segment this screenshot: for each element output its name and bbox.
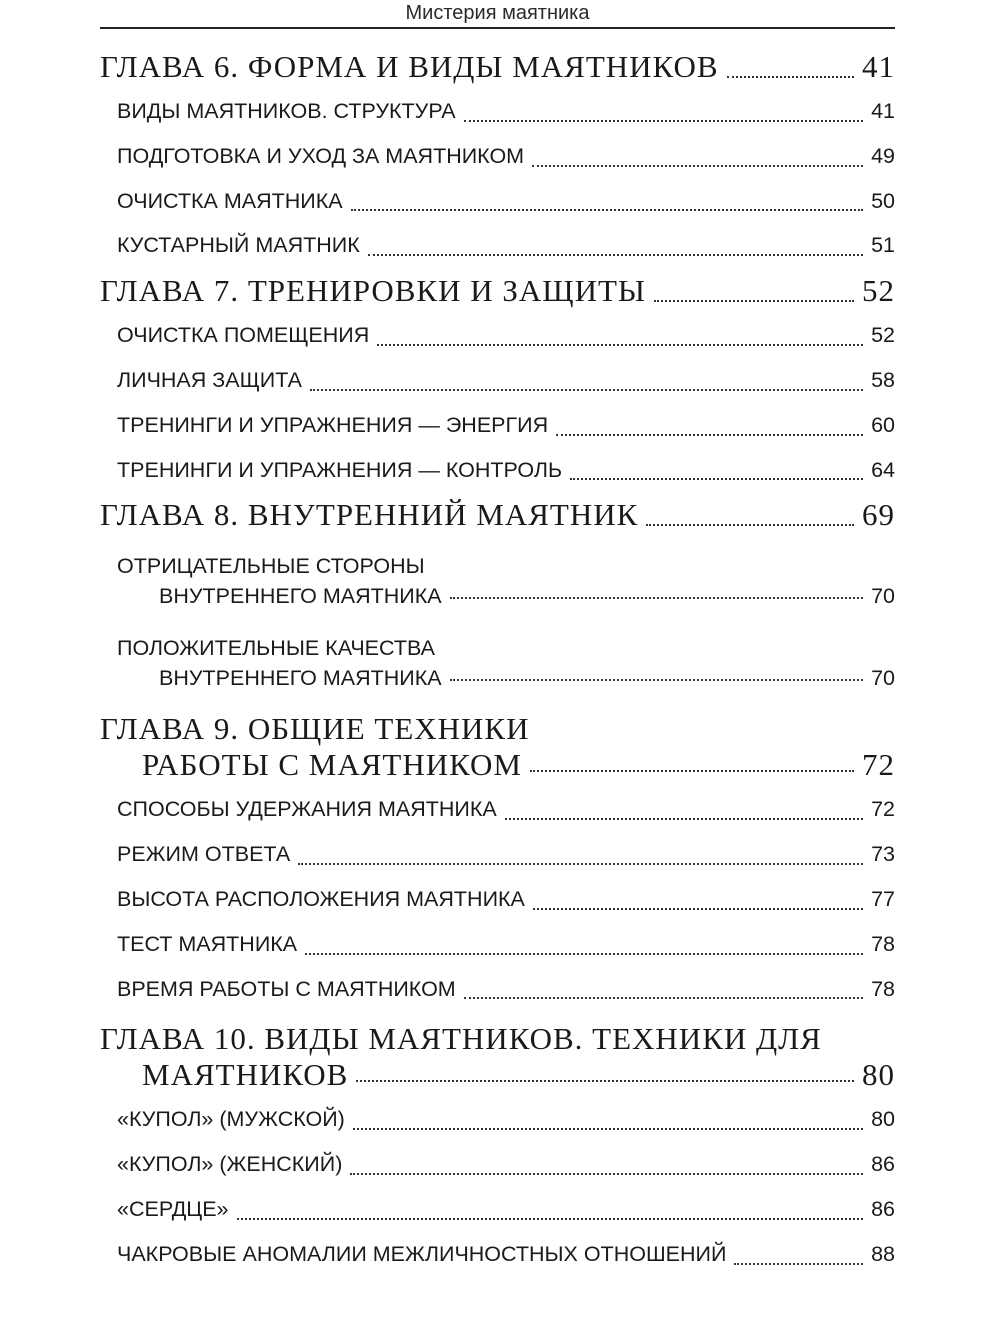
section-entry[interactable]: [100, 1187, 895, 1232]
section-entry[interactable]: [100, 403, 895, 448]
section-title: ОЧИСТКА МАЯТНИКА: [117, 188, 343, 213]
section-row: [117, 313, 895, 358]
dot-leader: [237, 1218, 864, 1220]
dot-leader: [727, 76, 854, 78]
page-number: 60: [871, 412, 895, 437]
section-row: [117, 1187, 895, 1232]
section-entry[interactable]: [100, 787, 895, 832]
section-title: ВРЕМЯ РАБОТЫ С МАЯТНИКОМ: [117, 976, 456, 1001]
dot-leader: [505, 818, 863, 820]
dot-leader: [464, 997, 863, 999]
section-row: [117, 787, 895, 832]
page-number: 41: [871, 99, 895, 123]
page-number: 70: [871, 584, 895, 609]
section-title: ПОДГОТОВКА И УХОД ЗА МАЯТНИКОМ: [117, 143, 525, 168]
section-title: «СЕРДЦЕ»: [117, 1196, 229, 1221]
page-number: 50: [871, 188, 895, 213]
page-number: 52: [862, 273, 895, 309]
dot-leader: [654, 300, 854, 302]
page-number: 72: [862, 747, 895, 783]
section-entry[interactable]: [100, 1232, 895, 1277]
section-entry[interactable]: [100, 179, 895, 224]
dot-leader: [570, 478, 863, 480]
section-entry[interactable]: [100, 448, 895, 493]
chapter-entry[interactable]: [100, 1011, 895, 1097]
section-title: ТРЕНИНГИ И УПРАЖНЕНИЯ — КОНТРОЛЬ: [117, 457, 563, 482]
section-title: ВИДЫ МАЯТНИКОВ. СТРУКТУРА: [117, 99, 456, 123]
section-row: [117, 134, 895, 179]
chapter-title: ГЛАВА 8. ВНУТРЕННИЙ МАЯТНИК: [100, 497, 639, 533]
section-row: [117, 1097, 895, 1142]
section-entry[interactable]: [100, 877, 895, 922]
section-title: ТЕСТ МАЯТНИКА: [117, 931, 298, 956]
section-title-line: ОТРИЦАТЕЛЬНЫЕ СТОРОНЫ: [117, 554, 425, 579]
page-number: 86: [871, 1196, 895, 1221]
page-number: 69: [862, 497, 895, 533]
section-row: [117, 922, 895, 967]
page-number: 78: [871, 931, 895, 956]
dot-leader: [646, 524, 854, 526]
chapter-title-line: ГЛАВА 9. ОБЩИЕ ТЕХНИКИ: [100, 711, 530, 747]
section-entry[interactable]: [100, 358, 895, 403]
section-title: «КУПОЛ» (ЖЕНСКИЙ): [117, 1152, 343, 1177]
running-head-title: Мистерия маятника: [405, 2, 590, 24]
section-row: [117, 877, 895, 922]
section-title: КУСТАРНЫЙ МАЯТНИК: [117, 233, 360, 258]
page-number: 88: [871, 1241, 895, 1266]
dot-leader: [533, 908, 863, 910]
dot-leader: [353, 1128, 863, 1130]
chapter-entry[interactable]: [100, 492, 895, 537]
dot-leader: [356, 1080, 854, 1082]
page-number: 64: [871, 457, 895, 482]
dot-leader: [351, 209, 864, 211]
page-number: 70: [871, 666, 895, 691]
section-entry[interactable]: [100, 832, 895, 877]
page-number: 78: [871, 976, 895, 1001]
header-rule: [100, 27, 895, 29]
dot-leader: [305, 953, 863, 955]
section-title: «КУПОЛ» (МУЖСКОЙ): [117, 1107, 345, 1132]
page-number: 73: [871, 842, 895, 867]
dot-leader: [450, 679, 863, 681]
chapter-row: [100, 492, 895, 537]
dot-leader: [556, 434, 863, 436]
page-number: 51: [871, 233, 895, 258]
section-row: [117, 358, 895, 403]
dot-leader: [350, 1173, 863, 1175]
chapter-title: ГЛАВА 6. ФОРМА И ВИДЫ МАЯТНИКОВ: [100, 49, 719, 84]
section-title: ВНУТРЕННЕГО МАЯТНИКА: [159, 666, 442, 691]
dot-leader: [464, 120, 864, 122]
table-of-contents: [100, 44, 895, 1277]
section-title: ЧАКРОВЫЕ АНОМАЛИИ МЕЖЛИЧНОСТНЫХ ОТНОШЕНИЙ: [117, 1241, 727, 1266]
section-row: [117, 448, 895, 493]
section-title: ВЫСОТА РАСПОЛОЖЕНИЯ МАЯТНИКА: [117, 886, 525, 911]
section-entry[interactable]: [100, 313, 895, 358]
section-row: [117, 832, 895, 877]
dot-leader: [368, 254, 863, 256]
dot-leader: [450, 597, 863, 599]
section-title: ОЧИСТКА ПОМЕЩЕНИЯ: [117, 323, 370, 348]
section-title: ВНУТРЕННЕГО МАЯТНИКА: [159, 584, 442, 609]
section-row: [117, 663, 895, 701]
chapter-title: ГЛАВА 7. ТРЕНИРОВКИ И ЗАЩИТЫ: [100, 273, 646, 309]
chapter-row: [100, 44, 895, 89]
section-title: ЛИЧНАЯ ЗАЩИТА: [117, 367, 302, 392]
chapter-entry[interactable]: [100, 44, 895, 89]
dot-leader: [734, 1263, 863, 1265]
section-entry[interactable]: [100, 967, 895, 1012]
chapter-row: [100, 1057, 895, 1097]
page-number: 58: [871, 367, 895, 392]
section-title-line: ПОЛОЖИТЕЛЬНЫЕ КАЧЕСТВА: [117, 636, 435, 661]
section-entry[interactable]: [100, 134, 895, 179]
section-row: [117, 1232, 895, 1277]
section-entry[interactable]: [100, 922, 895, 967]
page-number: 49: [871, 143, 895, 168]
chapter-row: [100, 747, 895, 787]
page-number: 80: [862, 1057, 895, 1093]
dot-leader: [310, 389, 863, 391]
section-entry[interactable]: [100, 223, 895, 268]
page-number: 72: [871, 797, 895, 822]
section-title: СПОСОБЫ УДЕРЖАНИЯ МАЯТНИКА: [117, 797, 497, 822]
section-title: ТРЕНИНГИ И УПРАЖНЕНИЯ — ЭНЕРГИЯ: [117, 412, 549, 437]
section-row: [117, 223, 895, 268]
section-entry[interactable]: [100, 1142, 895, 1187]
section-row: [117, 403, 895, 448]
section-entry[interactable]: [100, 1097, 895, 1142]
page-number: 86: [871, 1152, 895, 1177]
page-number: 80: [871, 1107, 895, 1132]
chapter-entry[interactable]: [100, 701, 895, 787]
section-title: РЕЖИМ ОТВЕТА: [117, 842, 291, 867]
chapter-title-line: ГЛАВА 10. ВИДЫ МАЯТНИКОВ. ТЕХНИКИ ДЛЯ: [100, 1021, 822, 1057]
section-row: [117, 89, 895, 134]
section-row: [117, 967, 895, 1012]
chapter-title: МАЯТНИКОВ: [142, 1057, 349, 1093]
section-row: [117, 1142, 895, 1187]
dot-leader: [377, 344, 863, 346]
page-number: 77: [871, 886, 895, 911]
section-entry[interactable]: [100, 619, 895, 701]
dot-leader: [532, 165, 863, 167]
section-row: [117, 581, 895, 619]
section-entry[interactable]: [100, 89, 895, 134]
dot-leader: [530, 770, 854, 772]
section-entry[interactable]: [100, 537, 895, 619]
page-number: 41: [862, 49, 895, 84]
page-number: 52: [871, 323, 895, 348]
dot-leader: [298, 863, 863, 865]
chapter-title: РАБОТЫ С МАЯТНИКОМ: [142, 747, 522, 783]
section-row: [117, 179, 895, 224]
chapter-row: [100, 268, 895, 313]
chapter-entry[interactable]: [100, 268, 895, 313]
